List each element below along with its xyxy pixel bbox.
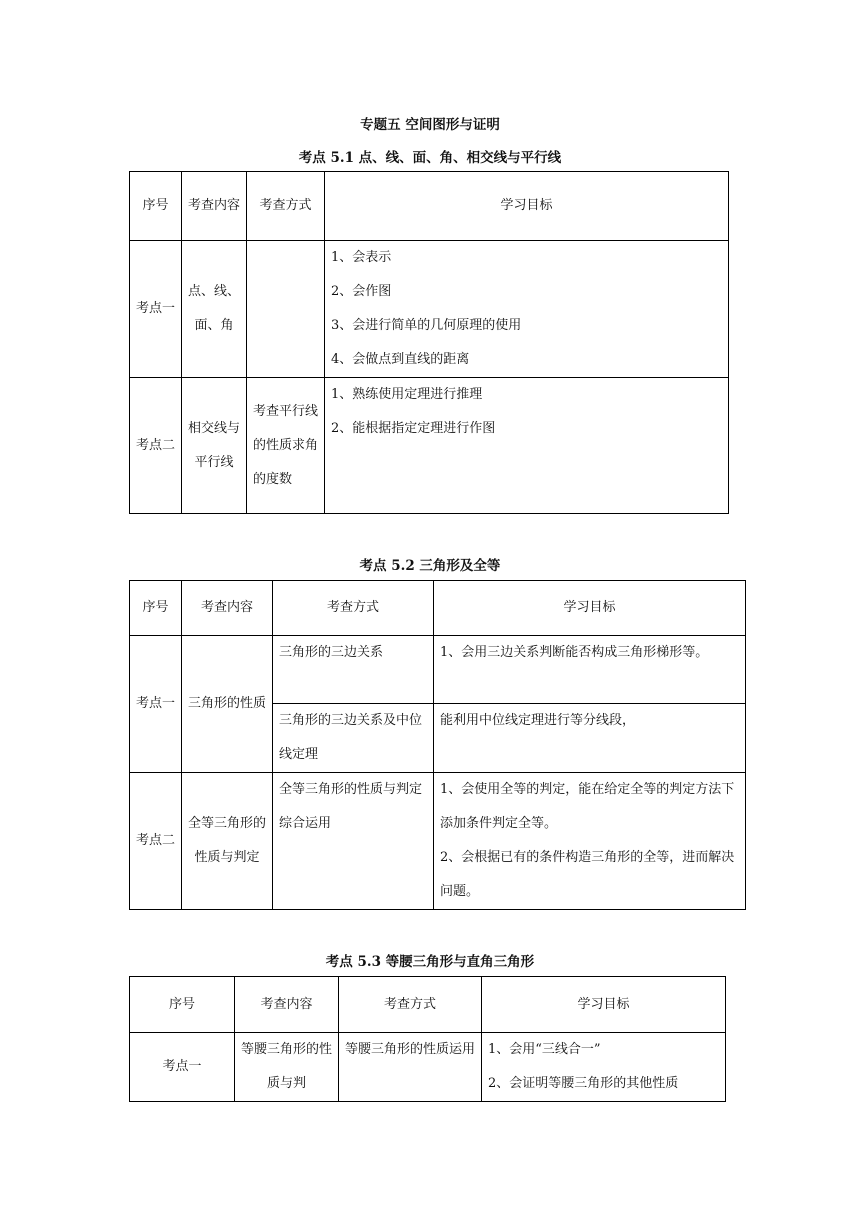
row-method: 三角形的三边关系	[273, 636, 434, 704]
header-number: 序号	[130, 977, 235, 1033]
header-number: 序号	[130, 581, 182, 636]
table-header-row	[130, 581, 746, 636]
row-number: 考点一	[130, 636, 182, 773]
header-goal: 学习目标	[434, 581, 746, 636]
row-content: 相交线与平行线	[182, 378, 247, 514]
section-5-3-title: 考点 5.3 等腰三角形与直角三角形	[325, 954, 535, 970]
table-5-3	[129, 976, 726, 1102]
row-goals	[482, 1033, 726, 1102]
table-row	[130, 773, 746, 910]
table-row	[130, 378, 729, 514]
row-number: 考点二	[130, 378, 182, 514]
goal-line: 1、熟练使用定理进行推理	[331, 387, 483, 402]
goal-line: 1、会用“三线合一”	[488, 1042, 601, 1057]
row-goals	[325, 241, 729, 378]
table-header-row	[130, 977, 726, 1033]
goal-line: 1、会表示	[331, 250, 392, 265]
row-method	[247, 241, 325, 378]
section-5-1-title: 考点 5.1 点、线、面、角、相交线与平行线	[298, 150, 562, 166]
row-method: 三角形的三边关系及中位线定理	[273, 704, 434, 773]
header-content: 考查内容	[182, 581, 273, 636]
goal-line: 2、能根据指定定理进行作图	[331, 421, 496, 436]
goal-line: 2、会根据已有的条件构造三角形的全等，进而解决问题。	[440, 850, 735, 899]
header-content: 考查内容	[235, 977, 339, 1033]
row-goals	[434, 773, 746, 910]
row-method: 全等三角形的性质与判定综合运用	[273, 773, 434, 910]
document-title: 专题五 空间图形与证明	[360, 117, 500, 133]
row-number: 考点一	[130, 241, 182, 378]
goal-line: 2、会证明等腰三角形的其他性质	[488, 1076, 679, 1091]
row-content: 三角形的性质	[182, 636, 273, 773]
row-goals: 能利用中位线定理进行等分线段，	[434, 704, 746, 773]
table-row	[130, 636, 746, 704]
goal-line: 4、会做点到直线的距离	[331, 352, 470, 367]
table-row	[130, 1033, 726, 1102]
row-content: 等腰三角形的性质与判	[235, 1033, 339, 1102]
table-header-row	[130, 172, 729, 241]
header-goal: 学习目标	[482, 977, 726, 1033]
header-number: 序号	[130, 172, 182, 241]
section-5-2-title: 考点 5.2 三角形及全等	[359, 558, 501, 574]
row-number: 考点一	[130, 1033, 235, 1102]
header-goal: 学习目标	[325, 172, 729, 241]
table-row	[130, 241, 729, 378]
table-5-1	[129, 171, 729, 514]
goal-line: 1、会使用全等的判定，能在给定全等的判定方法下添加条件判定全等。	[440, 782, 735, 831]
goal-line: 2、会作图	[331, 284, 392, 299]
row-content: 点、线、面、角	[182, 241, 247, 378]
header-method: 考查方式	[339, 977, 482, 1033]
table-5-2	[129, 580, 746, 910]
row-method: 等腰三角形的性质运用	[339, 1033, 482, 1102]
row-goals: 1、会用三边关系判断能否构成三角形梯形等。	[434, 636, 746, 704]
header-method: 考查方式	[247, 172, 325, 241]
header-content: 考查内容	[182, 172, 247, 241]
row-content: 全等三角形的性质与判定	[182, 773, 273, 910]
row-goals	[325, 378, 729, 514]
row-number: 考点二	[130, 773, 182, 910]
header-method: 考查方式	[273, 581, 434, 636]
row-method: 考查平行线的性质求角的度数	[247, 378, 325, 514]
goal-line: 3、会进行简单的几何原理的使用	[331, 318, 522, 333]
